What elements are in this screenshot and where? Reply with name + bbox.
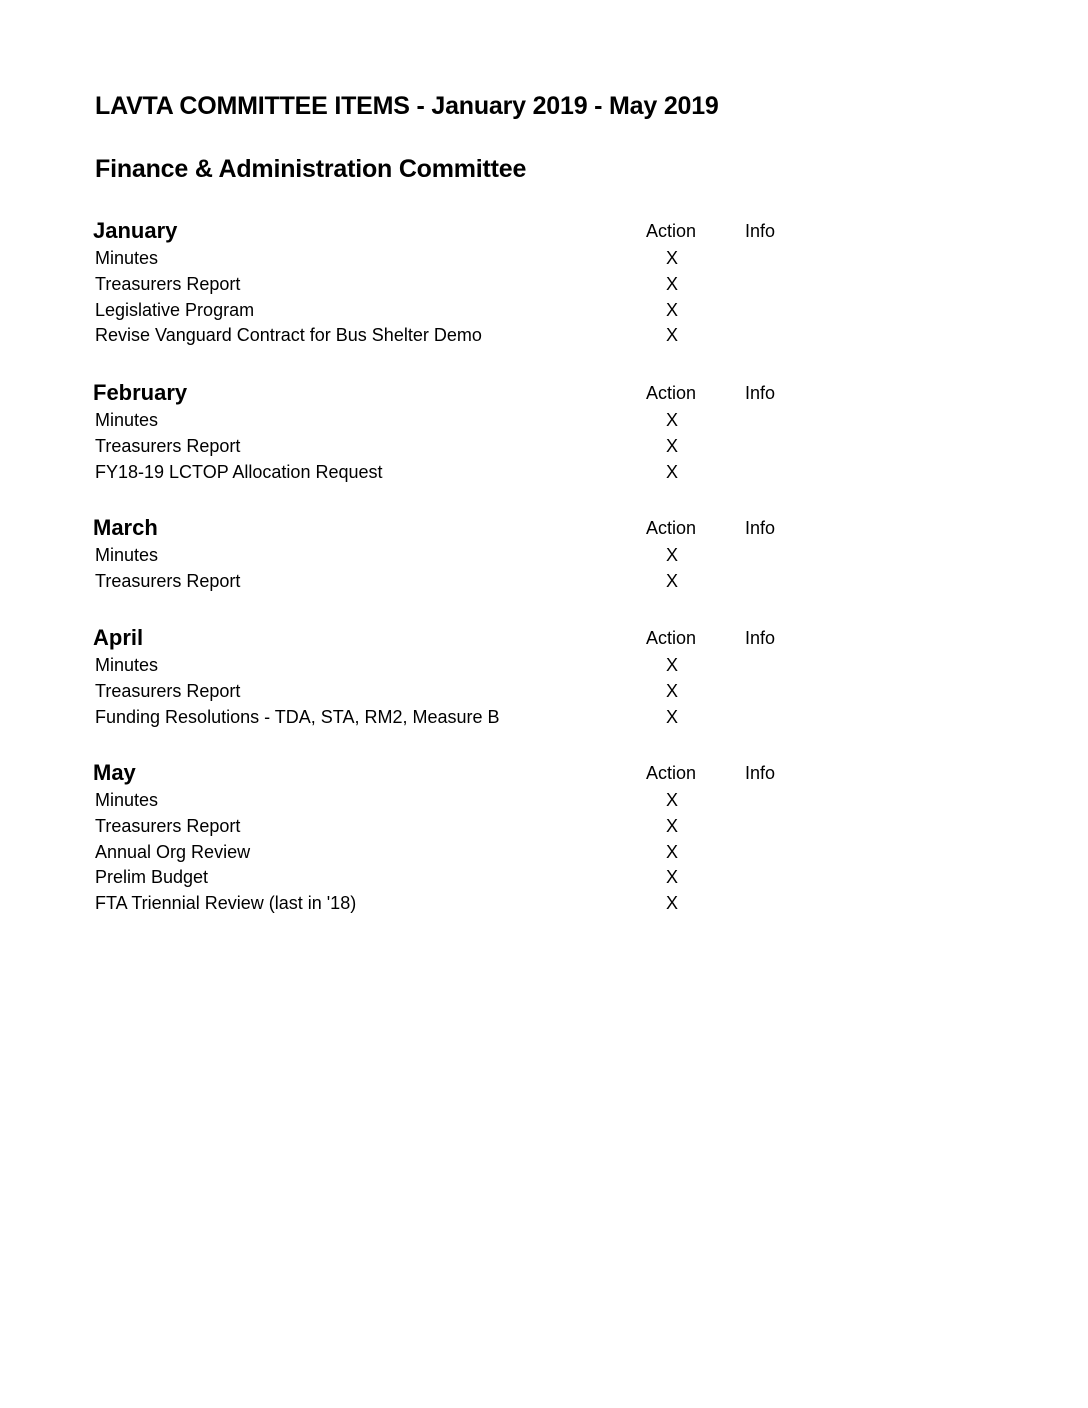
info-column-header: Info	[745, 518, 776, 538]
month-heading: May	[93, 760, 136, 785]
agenda-item-label: Minutes	[95, 655, 159, 675]
agenda-item-label: Funding Resolutions - TDA, STA, RM2, Measure B	[95, 706, 500, 727]
agenda-item-row	[0, 867, 1088, 893]
agenda-item-label: Revise Vanguard Contract for Bus Shelter Demo	[95, 325, 482, 346]
agenda-item-label: Minutes	[95, 790, 159, 810]
info-column-header: Info	[745, 628, 776, 648]
agenda-item-label: Treasurers Report	[95, 570, 241, 591]
section-march	[0, 515, 1088, 597]
month-heading: March	[93, 515, 158, 540]
agenda-item-label: Treasurers Report	[95, 435, 241, 456]
agenda-item-label: Minutes	[95, 410, 159, 430]
section-header	[0, 515, 1088, 545]
section-may	[0, 760, 1088, 919]
agenda-item-row	[0, 325, 1088, 351]
action-mark: X	[666, 655, 679, 675]
committee-title: Finance & Administration Committee	[95, 155, 527, 183]
action-mark: X	[666, 815, 679, 836]
agenda-item-label: Annual Org Review	[95, 841, 251, 862]
agenda-item-row	[0, 790, 1088, 816]
action-mark: X	[666, 790, 679, 810]
agenda-item-label: Minutes	[95, 248, 159, 268]
action-column-header: Action	[646, 383, 697, 403]
action-mark: X	[666, 867, 679, 888]
section-header	[0, 625, 1088, 655]
agenda-item-row	[0, 274, 1088, 300]
action-mark: X	[666, 570, 679, 591]
agenda-item-row	[0, 545, 1088, 571]
action-column-header: Action	[646, 628, 697, 648]
action-mark: X	[666, 461, 679, 482]
action-column-header: Action	[646, 221, 697, 241]
month-heading: April	[93, 625, 144, 650]
action-mark: X	[666, 248, 679, 268]
section-header	[0, 760, 1088, 790]
agenda-item-row	[0, 816, 1088, 842]
action-mark: X	[666, 841, 679, 862]
action-mark: X	[666, 410, 679, 430]
agenda-item-row	[0, 410, 1088, 436]
document-title: LAVTA COMMITTEE ITEMS - January 2019 - May 2019	[95, 92, 719, 120]
section-february	[0, 380, 1088, 487]
action-mark: X	[666, 545, 679, 565]
action-mark: X	[666, 680, 679, 701]
agenda-item-row	[0, 707, 1088, 733]
agenda-item-label: FY18-19 LCTOP Allocation Request	[95, 461, 383, 482]
info-column-header: Info	[745, 221, 776, 241]
agenda-item-row	[0, 462, 1088, 488]
section-january	[0, 218, 1088, 351]
action-mark: X	[666, 299, 679, 320]
agenda-item-label: Treasurers Report	[95, 815, 241, 836]
agenda-item-row	[0, 681, 1088, 707]
info-column-header: Info	[745, 763, 776, 783]
agenda-item-row	[0, 248, 1088, 274]
month-heading: January	[93, 218, 178, 243]
action-mark: X	[666, 893, 679, 914]
section-april	[0, 625, 1088, 732]
agenda-item-label: Treasurers Report	[95, 273, 241, 294]
agenda-item-row	[0, 655, 1088, 681]
action-mark: X	[666, 706, 679, 727]
action-mark: X	[666, 273, 679, 294]
agenda-item-row	[0, 893, 1088, 919]
action-column-header: Action	[646, 763, 697, 783]
agenda-item-label: Prelim Budget	[95, 867, 209, 888]
agenda-item-label: FTA Triennial Review (last in '18)	[95, 893, 357, 914]
info-column-header: Info	[745, 383, 776, 403]
agenda-item-label: Minutes	[95, 545, 159, 565]
agenda-item-row	[0, 300, 1088, 326]
agenda-item-row	[0, 436, 1088, 462]
action-column-header: Action	[646, 518, 697, 538]
agenda-item-label: Legislative Program	[95, 299, 255, 320]
action-mark: X	[666, 435, 679, 456]
section-header	[0, 380, 1088, 410]
agenda-item-label: Treasurers Report	[95, 680, 241, 701]
agenda-item-row	[0, 842, 1088, 868]
action-mark: X	[666, 325, 679, 346]
section-header	[0, 218, 1088, 248]
agenda-item-row	[0, 571, 1088, 597]
month-heading: February	[93, 380, 188, 405]
